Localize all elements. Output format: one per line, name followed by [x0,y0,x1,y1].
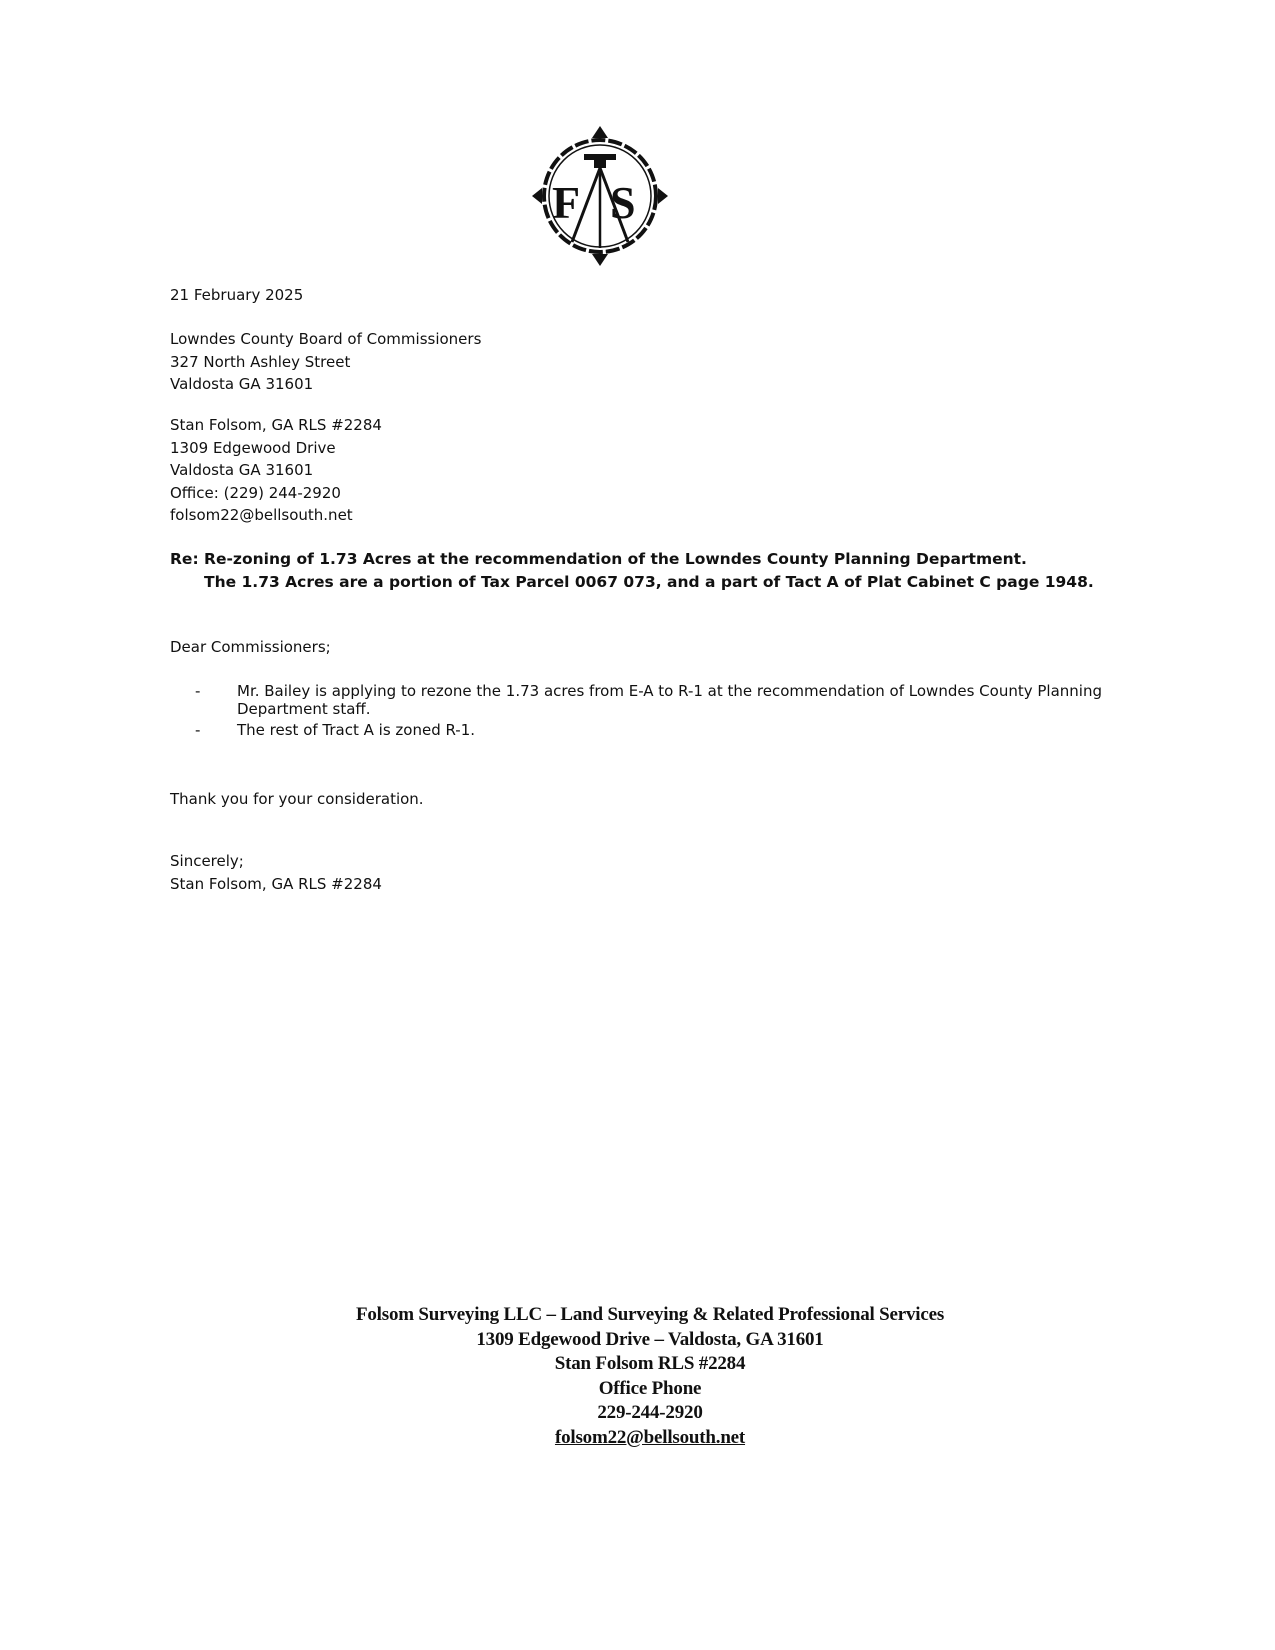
subject-line-2: The 1.73 Acres are a portion of Tax Parcel 0067 073, and a part of Tact A of Plat Cabinet C page 1948. [204,573,1094,591]
bullet-dash: - [195,682,201,700]
closing-salutation: Sincerely; [170,852,244,870]
surveyor-compass-logo-icon [528,124,672,268]
list-item-text: Mr. Bailey is applying to rezone the 1.73 acres from E-A to R-1 at the recommendation of Lowndes County Planning Department staff. [237,682,1102,718]
footer-phone: 229-244-2920 [597,1402,703,1423]
sender-email: folsom22@bellsouth.net [170,506,353,524]
list-item [195,721,1115,739]
bullet-list [195,682,1115,742]
sender-street: 1309 Edgewood Drive [170,438,336,457]
bullet-dash: - [195,721,201,739]
footer-address: 1309 Edgewood Drive – Valdosta, GA 31601 [476,1328,824,1350]
recipient-city: Valdosta GA 31601 [170,375,314,393]
greeting: Dear Commissioners; [170,638,331,656]
recipient-address [170,328,481,396]
sender-block [170,414,382,527]
subject-line-1: Re: Re-zoning of 1.73 Acres at the recommendation of the Lowndes County Planning Department. [170,550,1027,568]
svg-text:S: S [610,177,636,228]
footer-email-link[interactable]: folsom22@bellsouth.net [554,1426,746,1448]
list-item [195,682,1115,718]
letter-date: 21 February 2025 [170,286,304,304]
sender-phone: Office: (229) 244-2920 [170,483,341,502]
footer-company: Folsom Surveying LLC – Land Surveying & Related Professional Services [355,1304,945,1325]
closing-block [170,850,382,895]
letterhead-footer [300,1303,1000,1450]
sender-city: Valdosta GA 31601 [170,461,314,479]
recipient-name: Lowndes County Board of Commissioners [170,330,482,348]
subject-line [170,548,1094,594]
sender-name: Stan Folsom, GA RLS #2284 [170,416,382,434]
footer-phone-label: Office Phone [598,1377,702,1399]
svg-text:F: F [552,177,581,228]
closing-signature: Stan Folsom, GA RLS #2284 [170,874,382,893]
thanks-line: Thank you for your consideration. [170,790,424,808]
footer-name: Stan Folsom RLS #2284 [554,1353,746,1374]
list-item-text: The rest of Tract A is zoned R-1. [237,721,476,739]
recipient-street: 327 North Ashley Street [170,352,351,371]
company-logo [528,124,672,268]
